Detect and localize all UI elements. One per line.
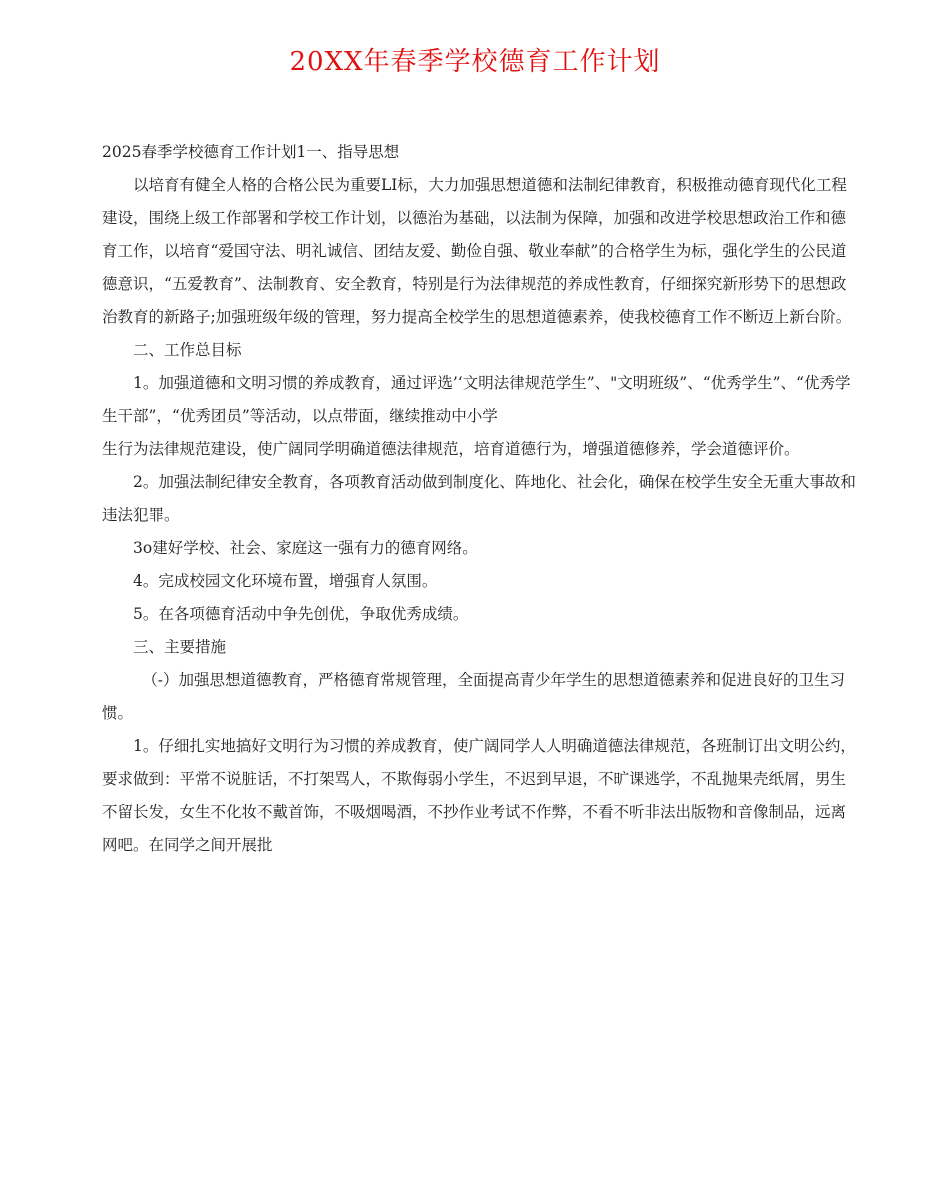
document-body (102, 136, 858, 862)
intro-heading: 2025春季学校德育工作计划1一、指导思想 (102, 143, 400, 161)
document-title: 20XX年春季学校德育工作计划 (289, 47, 661, 77)
measure-subheading-1: （-）加强思想道德教育，严格德育常规管理，全面提高青少年学生的思想道德素养和促进良好的卫生习惯。 (102, 671, 846, 722)
section-heading-measures: 三、主要措施 (133, 638, 227, 656)
goal-item-2: 2。加强法制纪律安全教育，各项教育活动做到制度化、阵地化、社会化，确保在校学生安全无重大事故和违法犯罪。 (102, 473, 856, 524)
goal-item-3: 3o建好学校、社会、家庭这一强有力的德育网络。 (133, 539, 478, 557)
section-heading-goals: 二、工作总目标 (133, 341, 242, 359)
measure-item-1: 1。仔细扎实地搞好文明行为习惯的养成教育，使广阔同学人人明确道德法律规范，各班制订出文明公约，要求做到：平常不说脏话，不打架骂人，不欺侮弱小学生，不迟到早退，不旷课逃学，不乱抛果壳纸屑，男生不留长发，女生不化妆不戴首饰，不吸烟喝酒，不抄作业考试不作弊，不看不听非法出版物和音像制品，远离网吧。在同学之间开展批 (102, 737, 856, 854)
goal-item-1: 1。加强道德和文明习惯的养成教育，通过评选’‘文明法律规范学生”、"文明班级”、“优秀学生”、“优秀学生干部”，“优秀团员”等活动，以点带面，继续推动中小学 (102, 374, 851, 425)
goal-item-1-continued: 生行为法律规范建设，使广阔同学明确道德法律规范，培育道德行为，增强道德修养，学会道德评价。 (102, 440, 800, 458)
goal-item-4: 4。完成校园文化环境布置，增强育人氛围。 (133, 572, 438, 590)
guiding-thought-paragraph: 以培育有健全人格的合格公民为重要LI标，大力加强思想道德和法制纪律教育，积极推动德育现代化工程建设，围绕上级工作部署和学校工作计划，以德治为基础，以法制为保障，加强和改进学校思想政治工作和德育工作，以培育“爱国守法、明礼诚信、团结友爱、勤俭自强、敬业奉献”的合格学生为标，强化学生的公民道德意识，“五爱教育”、法制教育、安全教育，特别是行为法律规范的养成性教育，仔细探究新形势下的思想政治教育的新路子;加强班级年级的管理，努力提高全校学生的思想道德素养，使我校德育工作不断迈上新台阶。 (102, 176, 852, 326)
goal-item-5: 5。在各项德育活动中争先创优，争取优秀成绩。 (133, 605, 469, 623)
